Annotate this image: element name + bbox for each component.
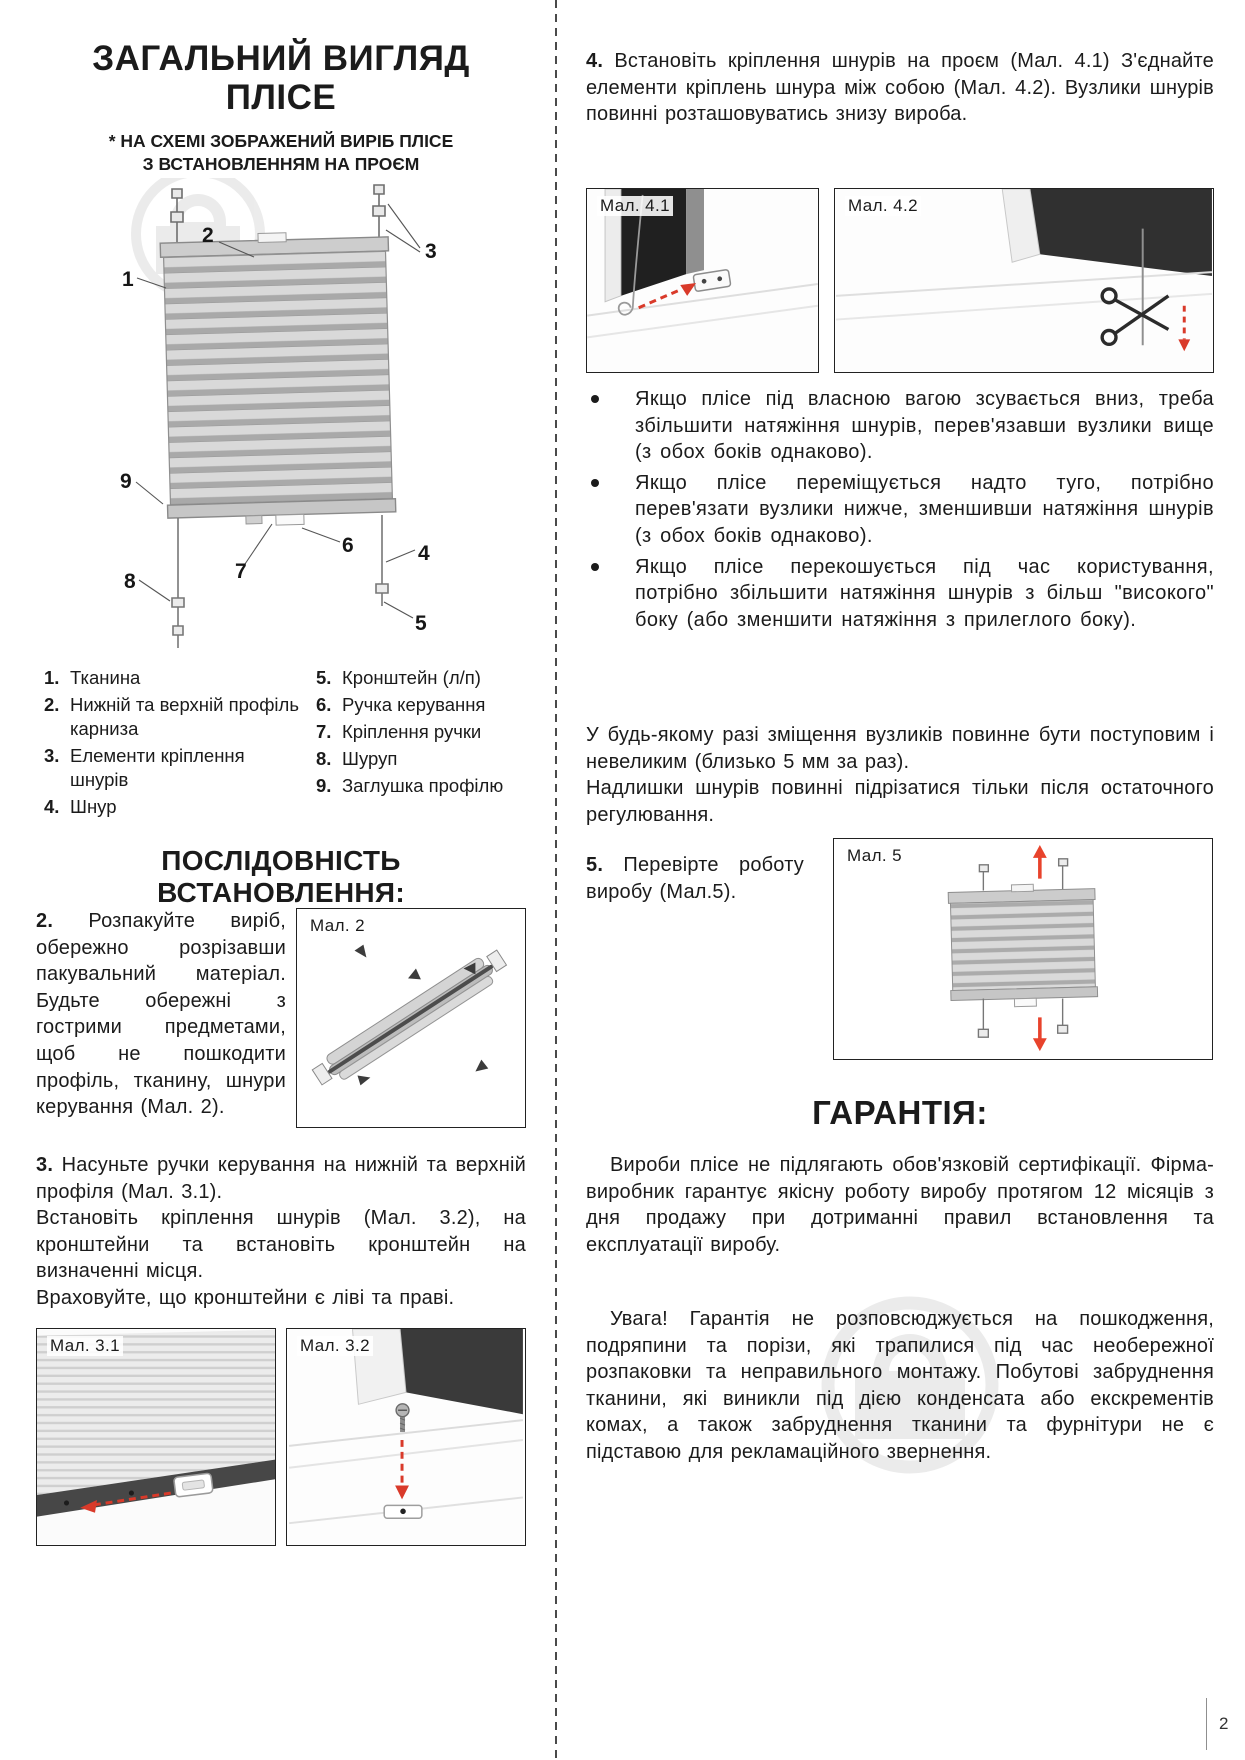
legend-number: 6. (316, 694, 332, 716)
legend-label: Нижній та верхній профіль карниза (70, 694, 299, 740)
figure-3-1 (36, 1328, 276, 1546)
figure-4-1-illustration (587, 189, 818, 372)
legend-number: 5. (316, 667, 332, 688)
step-2-section (36, 908, 526, 1128)
step-3-text (36, 1152, 526, 1312)
page-number: 2 (1219, 1714, 1229, 1733)
note-paragraph-2: Надлишки шнурів повинні підрізатися тільки після остаточного регулювання. (586, 777, 1214, 826)
control-handle (174, 1473, 213, 1497)
page-subtitle (36, 130, 526, 176)
callout-7: 7 (235, 560, 247, 583)
warranty-paragraph-1: Вироби плісе не підлягають обов'язковій сертифікації. Фірма-виробник гарантує якісну роботу виробу протягом 12 місяців з дня продажу при дотриманні правил встановлення та експлуатації виробу. (586, 1154, 1214, 1256)
figure-3-2-illustration (287, 1329, 525, 1545)
list-item (586, 554, 1214, 634)
step-number: 3. (36, 1154, 54, 1176)
pleated-blind (160, 230, 396, 528)
bullet-text: Якщо плісе перекошується під час користування, потрібно збільшити натяжіння шнурів з більш "високого" боку (або зменшити натяжіння з прилеглого боку). (635, 555, 1214, 631)
step-2-text (36, 908, 286, 1128)
cord-fixing-top-right (373, 185, 385, 242)
list-item (586, 386, 1214, 466)
legend-number: 4. (44, 796, 60, 818)
figure-2-illustration (297, 909, 525, 1127)
step-number: 2. (36, 910, 54, 932)
legend-item-4 (44, 795, 302, 819)
legend-item-5 (316, 666, 526, 690)
bullet-text: Якщо плісе переміщується надто туго, потрібно перев'язати вузлики нижче, зменшивши натяжіння шнурів (з обох боків однаково). (635, 471, 1214, 547)
column-divider (555, 0, 557, 1760)
callout-3: 3 (425, 240, 437, 263)
adjustment-tips-list (586, 386, 1214, 637)
legend-number: 2. (44, 694, 60, 716)
legend-item-9 (316, 774, 526, 798)
legend-number: 9. (316, 775, 332, 797)
legend-label: Кронштейн (л/п) (342, 667, 481, 688)
step-4-text (586, 48, 1214, 128)
mini-blind (948, 883, 1098, 1009)
step-3-line1: Насуньте ручки керування на нижній та верхній профіля (Мал. 3.1). (36, 1154, 526, 1203)
bullet-icon (591, 479, 599, 487)
legend (44, 666, 526, 822)
bottom-cords (172, 515, 388, 648)
callout-4: 4 (418, 542, 430, 565)
page-title-line2: ПЛІСЕ (225, 77, 337, 117)
step-5-text (586, 852, 804, 905)
step-number: 5. (586, 854, 604, 876)
page-title (36, 40, 526, 117)
plisse-overview-diagram (36, 178, 526, 662)
legend-item-2 (44, 693, 302, 741)
page-footer (1206, 1698, 1228, 1750)
figure-4-2-label: Мал. 4.2 (845, 196, 921, 216)
figure-5-label: Мал. 5 (844, 846, 905, 866)
callout-2: 2 (202, 224, 214, 247)
figures-3-row (36, 1328, 526, 1546)
bullet-icon (591, 563, 599, 571)
figure-3-2-label: Мал. 3.2 (297, 1336, 373, 1356)
bullet-icon (591, 395, 599, 403)
step-5-section (586, 838, 1214, 1062)
legend-number: 7. (316, 721, 332, 743)
legend-item-8 (316, 747, 526, 771)
legend-column-2 (316, 666, 526, 822)
legend-number: 1. (44, 667, 60, 688)
step-3-line3: Враховуйте, що кронштейни є ліві та праві. (36, 1286, 455, 1309)
legend-label: Елементи кріплення шнурів (70, 745, 245, 791)
page-subtitle-line2: З ВСТАНОВЛЕННЯМ НА ПРОЄМ (142, 153, 420, 174)
legend-column-1 (44, 666, 302, 822)
legend-label: Тканина (70, 667, 141, 688)
bullet-text: Якщо плісе під власною вагою зсувається вниз, треба збільшити натяжіння шнурів, перев'язавши вузлики вище (з обох боків однаково). (635, 388, 1214, 464)
figure-5-illustration (834, 839, 1212, 1059)
page-subtitle-line1: * НА СХЕМІ ЗОБРАЖЕНИЙ ВИРІБ ПЛІСЕ (108, 131, 454, 151)
step-number: 4. (586, 50, 604, 72)
figure-5 (833, 838, 1213, 1060)
figure-3-2 (286, 1328, 526, 1546)
step-2-body: Розпакуйте виріб, обережно розрізавши пакувальний матеріал. Будьте обережні з гострими предметами, щоб не пошкодити профіль, тканину, шнури керування (Мал. 2). (36, 910, 286, 1119)
callout-5: 5 (415, 612, 427, 635)
figure-2-label: Мал. 2 (307, 916, 368, 936)
figures-4-row (586, 188, 1214, 373)
figure-2 (296, 908, 526, 1128)
figure-4-1-label: Мал. 4.1 (597, 196, 673, 216)
legend-number: 3. (44, 745, 60, 767)
legend-item-1 (44, 666, 302, 690)
legend-item-6 (316, 693, 526, 717)
list-item (586, 470, 1214, 550)
page-title-line1: ЗАГАЛЬНИЙ ВИГЛЯД (92, 39, 470, 78)
step-4-body: Встановіть кріплення шнурів на проєм (Мал. 4.1) З'єднайте елементи кріплень шнура між собою (Мал. 4.2). Вузлики шнурів повинні розташовуватись знизу вироба. (586, 50, 1215, 126)
legend-label: Заглушка профілю (342, 775, 504, 797)
legend-label: Ручка керування (342, 694, 486, 716)
warranty-title: ГАРАНТІЯ: (812, 1094, 988, 1131)
figure-3-1-illustration (37, 1329, 275, 1545)
figure-3-1-label: Мал. 3.1 (47, 1336, 123, 1356)
callout-9: 9 (120, 470, 132, 493)
callout-1: 1 (122, 268, 134, 291)
plisse-diagram-illustration (36, 178, 526, 662)
legend-label: Шнур (70, 796, 117, 818)
figure-4-2-illustration (835, 189, 1213, 372)
legend-number: 8. (316, 748, 332, 770)
callout-8: 8 (124, 570, 136, 593)
figure-4-2 (834, 188, 1214, 373)
installation-sequence-title: ПОСЛІДОВНІСТЬ ВСТАНОВЛЕННЯ: (157, 845, 405, 908)
step-5-body: Перевірте роботу виробу (Мал.5). (586, 854, 804, 903)
callout-6: 6 (342, 534, 354, 557)
note-paragraph-1: У будь-якому разі зміщення вузликів повинне бути поступовим і невеликим (близько 5 мм за раз). (586, 724, 1214, 773)
legend-item-7 (316, 720, 526, 744)
warranty-paragraph-2: Увага! Гарантія не розповсюджується на пошкодження, подряпини та порізи, які трапилися під час необережної розпаковки та неправильного монтажу. Побутові забруднення тканини, які виникли під дією конденсата або екскрементів комах, а також забруднення тканини та фурнітури не є підставою для рекламаційного звернення. (586, 1308, 1214, 1463)
figure-4-1 (586, 188, 819, 373)
adjustment-note (586, 722, 1214, 828)
legend-item-3 (44, 744, 302, 792)
legend-label: Шуруп (342, 748, 398, 770)
legend-label: Кріплення ручки (342, 721, 482, 743)
step-3-line2: Встановіть кріплення шнурів (Мал. 3.2), на кронштейни та встановіть кронштейн на визначенні місця. (36, 1207, 526, 1283)
